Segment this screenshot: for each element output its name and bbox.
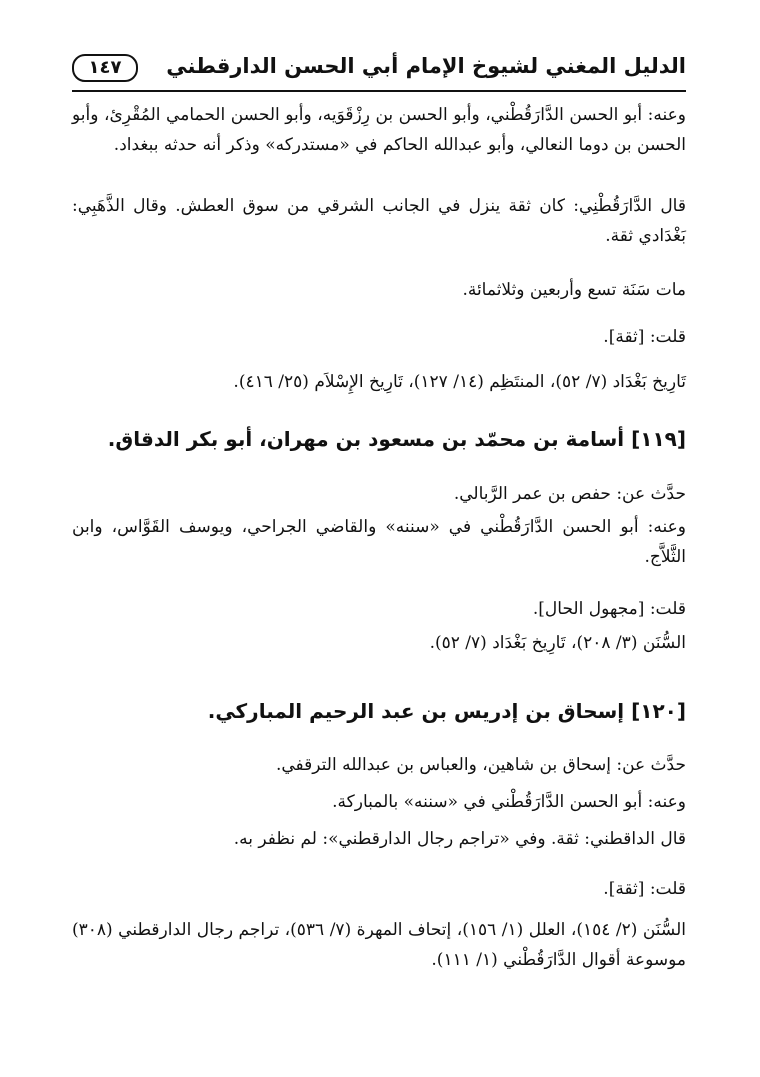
entry-119-sources: السُّنَن (٣/ ٢٠٨)، تَارِيخ بَغْدَاد (٧/ ٥٢). bbox=[429, 633, 686, 653]
entry-119-heading: [١١٩] أسامة بن محمّد بن مسعود بن مهران، أبو بكر الدقاق. bbox=[107, 427, 686, 451]
entry-119-verdict: قلت: [مجهول الحال]. bbox=[532, 599, 686, 619]
entry-120-heading: [١٢٠] إسحاق بن إدريس بن عبد الرحيم المباركي. bbox=[207, 699, 686, 723]
entry-118-verdict: قلت: [ثقة]. bbox=[603, 327, 686, 347]
entry-120-verdict: قلت: [ثقة]. bbox=[603, 879, 686, 899]
entry-118-students: وعنه: أبو الحسن الدَّارَقُطْني، وأبو الحسن بن رِزْقَوَيه، وأبو الحسن الحمامي المُقْرِئ، وأبو الحسن بن دوما النعالي، وأبو عبدالله الحاكم في «مستدركه» وذكر أنه حدثه ببغداد. bbox=[72, 105, 686, 155]
entry-120-sources: السُّنَن (٢/ ١٥٤)، العلل (١/ ١٥٦)، إتحاف المهرة (٧/ ٥٣٦)، تراجم رجال الدارقطني (٣٠٨) موسوعة أقوال الدَّارَقُطْني (١/ ١١١). bbox=[72, 920, 686, 970]
entry-118-daraqutni-quote: قال الدَّارَقُطْنِي: كان ثقة ينزل في الجانب الشرقي من سوق العطش. وقال الذَّهَبِي: بَغْدَادي ثقة. bbox=[72, 196, 686, 246]
entry-120-teachers: حدَّث عن: إسحاق بن شاهين، والعباس بن عبدالله الترقفي. bbox=[275, 755, 686, 775]
entry-119-teachers: حدَّث عن: حفص بن عمر الرَّبالي. bbox=[453, 484, 686, 504]
running-title: الدليل المغني لشيوخ الإمام أبي الحسن الدارقطني bbox=[166, 54, 686, 78]
entry-119-students: وعنه: أبو الحسن الدَّارَقُطْني في «سننه» والقاضي الجراحي، ويوسف القَوَّاس، وابن الثَّلاَّج. bbox=[72, 517, 686, 567]
entry-118-death: مات سَنَة تسع وأربعين وثلاثمائة. bbox=[462, 280, 686, 300]
running-header bbox=[72, 48, 686, 92]
entry-120-daraqutni-quote: قال الداقطني: ثقة. وفي «تراجم رجال الدارقطني»: لم نظفر به. bbox=[233, 829, 686, 849]
entry-118-sources: تَارِيخ بَغْدَاد (٧/ ٥٢)، المنتَظِم (١٤/ ١٢٧)، تَارِيخ الإِسْلاَم (٢٥/ ٤١٦). bbox=[233, 372, 686, 392]
entry-120-students: وعنه: أبو الحسن الدَّارَقُطْني في «سننه» بالمباركة. bbox=[332, 792, 686, 812]
page-number: ١٤٧ bbox=[72, 54, 138, 82]
